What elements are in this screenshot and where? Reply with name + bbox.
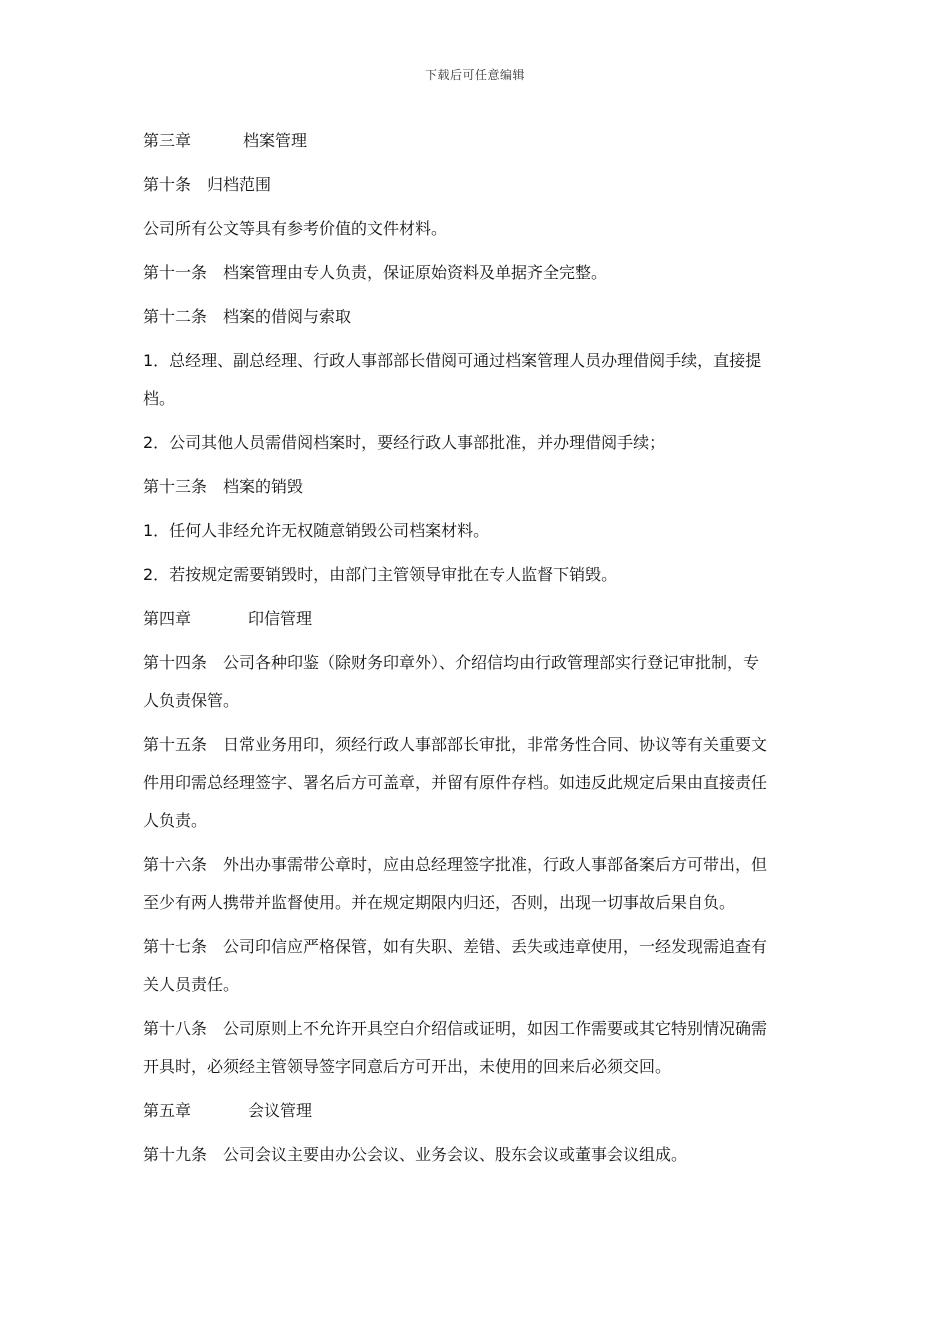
article-line: 开具时，必须经主管领导签字同意后方可开出，未使用的回来后必须交回。 bbox=[143, 1057, 672, 1076]
article-text: 外出办事需带公章时，应由总经理签字批准，行政人事部备案后方可带出，但 bbox=[223, 855, 768, 874]
article-text: 日常业务用印，须经行政人事部部长审批，非常务性合同、协议等有关重要文 bbox=[223, 735, 768, 754]
article-paragraph bbox=[143, 644, 811, 720]
article-text: 档案的借阅与索取 bbox=[223, 307, 352, 326]
list-item bbox=[143, 342, 811, 418]
article-text: 公司印信应严格保管，如有失职、差错、丢失或违章使用，一经发现需追查有 bbox=[223, 937, 768, 956]
chapter-title: 档案管理 bbox=[243, 131, 308, 150]
article-paragraph bbox=[143, 726, 811, 840]
article-text: 档案的销毁 bbox=[223, 477, 304, 496]
list-item: 2．若按规定需要销毁时，由部门主管领导审批在专人监督下销毁。 bbox=[143, 565, 618, 584]
chapter-number: 第五章 bbox=[143, 1101, 192, 1120]
chapter-title: 印信管理 bbox=[248, 609, 313, 628]
list-item: 2．公司其他人员需借阅档案时，要经行政人事部批准，并办理借阅手续； bbox=[143, 433, 666, 452]
list-item-line: 档。 bbox=[143, 389, 176, 408]
article-line bbox=[143, 726, 811, 764]
article-heading bbox=[143, 254, 811, 292]
chapter-heading bbox=[143, 122, 811, 160]
article-heading bbox=[143, 468, 811, 506]
chapter-number: 第四章 bbox=[143, 609, 192, 628]
chapter-heading bbox=[143, 1092, 811, 1130]
article-text: 档案管理由专人负责，保证原始资料及单据齐全完整。 bbox=[223, 263, 608, 282]
article-text: 公司原则上不允许开具空白介绍信或证明，如因工作需要或其它特别情况确需 bbox=[223, 1019, 768, 1038]
article-text: 归档范围 bbox=[207, 175, 272, 194]
article-line: 至少有两人携带并监督使用。并在规定期限内归还，否则，出现一切事故后果自负。 bbox=[143, 893, 736, 912]
article-line bbox=[143, 1010, 811, 1048]
list-item: 1．任何人非经允许无权随意销毁公司档案材料。 bbox=[143, 521, 490, 540]
article-number: 第十七条 bbox=[143, 937, 208, 956]
chapter-title: 会议管理 bbox=[248, 1101, 313, 1120]
article-line bbox=[143, 928, 811, 966]
article-line: 人负责保管。 bbox=[143, 691, 240, 710]
article-line bbox=[143, 846, 811, 884]
article-paragraph bbox=[143, 1010, 811, 1086]
article-number: 第十四条 bbox=[143, 653, 208, 672]
article-heading bbox=[143, 1136, 811, 1174]
list-item-line: 1．总经理、副总经理、行政人事部部长借阅可通过档案管理人员办理借阅手续，直接提 bbox=[143, 351, 762, 370]
article-number: 第十条 bbox=[143, 175, 192, 194]
article-number: 第十五条 bbox=[143, 735, 208, 754]
paragraph: 公司所有公文等具有参考价值的文件材料。 bbox=[143, 219, 448, 238]
page-header: 下载后可任意编辑 bbox=[424, 68, 525, 82]
article-text: 公司会议主要由办公会议、业务会议、股东会议或董事会议组成。 bbox=[223, 1145, 688, 1164]
article-number: 第十八条 bbox=[143, 1019, 208, 1038]
article-paragraph bbox=[143, 846, 811, 922]
article-number: 第十三条 bbox=[143, 477, 208, 496]
chapter-heading bbox=[143, 600, 811, 638]
article-paragraph bbox=[143, 928, 811, 1004]
article-number: 第十一条 bbox=[143, 263, 208, 282]
article-number: 第十二条 bbox=[143, 307, 208, 326]
article-line: 件用印需总经理签字、署名后方可盖章，并留有原件存档。如违反此规定后果由直接责任 bbox=[143, 773, 768, 792]
article-heading bbox=[143, 166, 811, 204]
article-heading bbox=[143, 298, 811, 336]
article-number: 第十九条 bbox=[143, 1145, 208, 1164]
article-line: 人负责。 bbox=[143, 811, 208, 830]
chapter-number: 第三章 bbox=[143, 131, 192, 150]
article-number: 第十六条 bbox=[143, 855, 208, 874]
article-line bbox=[143, 644, 811, 682]
article-text: 公司各种印鉴（除财务印章外）、介绍信均由行政管理部实行登记审批制，专 bbox=[223, 653, 760, 672]
document-body bbox=[143, 122, 811, 1180]
article-line: 关人员责任。 bbox=[143, 975, 240, 994]
